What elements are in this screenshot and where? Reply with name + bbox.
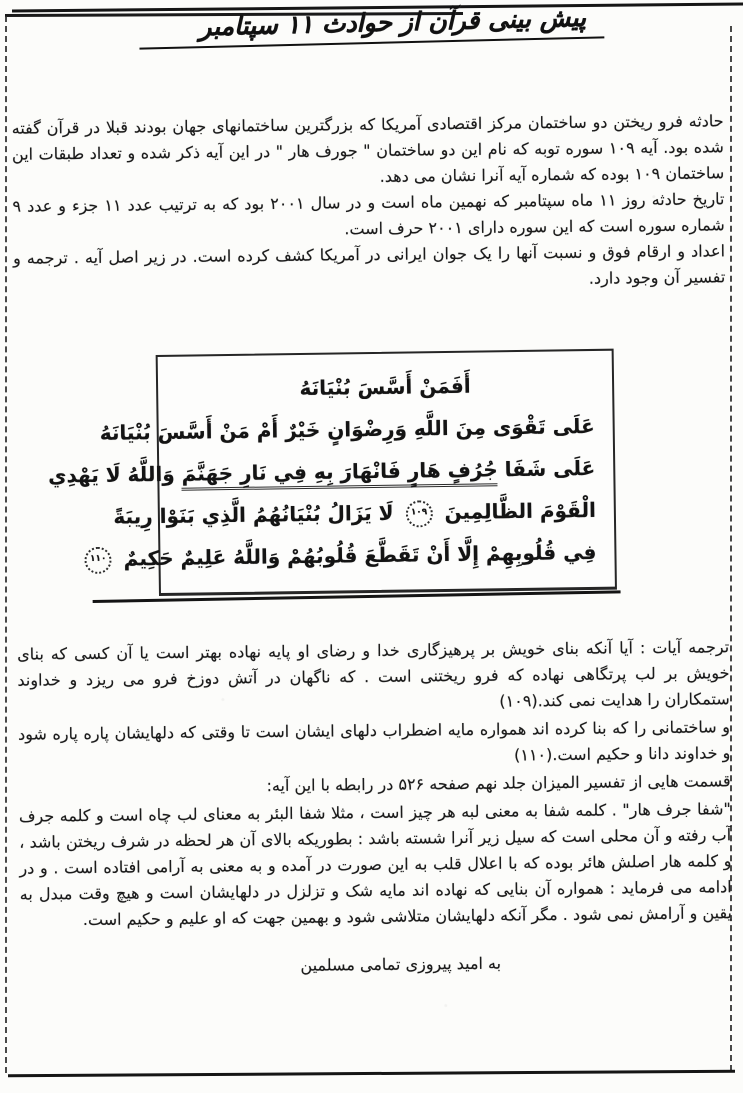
verse-end-rosette-109: ١٠٩ bbox=[405, 500, 432, 527]
quran-line-4 bbox=[113, 489, 597, 537]
tafsir-source-line: قسمت هایی از تفسیر المیزان جلد نهم صفحه ۵۲۶ در رابطه با این آیه: bbox=[266, 771, 731, 796]
quran-verse-scan-box bbox=[48, 349, 617, 596]
quran-line-3-end: وَاللَّهُ لَا يَهْدِي bbox=[48, 461, 175, 488]
quran-line-3-start: عَلَى شَفَا bbox=[504, 455, 596, 482]
quran-line-3 bbox=[48, 447, 596, 495]
quran-line-1: أَفَمَنْ أَسَّسَ بُنْيَانَهُ bbox=[299, 373, 471, 401]
quran-underlined-phrase: جُرُفٍ هَارٍ فَانْهَارَ بِهِ فِي نَارِ جَهَنَّمَ bbox=[181, 457, 497, 490]
document-body bbox=[11, 96, 732, 981]
page-title-text: پیش بینی قرآن از حوادث ۱۱ سپتامبر bbox=[139, 2, 605, 49]
intro-paragraph-3: اعداد و ارقام فوق و نسبت آنها را یک جوان ایرانی در آمریکا کشف کرده است. در زیر اصل آیه . ترجمه و تفسیر آن وجود دارد. bbox=[12, 241, 726, 288]
closing-line: به امید پیروزی تمامی مسلمین bbox=[300, 953, 502, 975]
frame-left-border bbox=[5, 16, 7, 1073]
quran-line-5 bbox=[89, 531, 597, 579]
verse-end-rosette-110: ١١٠ bbox=[85, 547, 112, 574]
tafsir-body-paragraph: "شفا جرف هار" . کلمه شفا به معنی لبه هر چیز است ، مثلا شفا البئر به معنای لب چاه است و کلمه جرف آب رفته و آن محلی است که سیل زیر آنرا شسته باشد : بطوریکه بالای آن هر لحظه در شرف ریختن باشد ، و کلمه هار اصلش هائر بوده که با اعلال قلب به این صورت در آمده و به معنی به آرامی افتاده است . و در ادامه می فرماید : همواره آن بنایی که نهاده اند مایه شک و تزلزل در دلهایشان است و هیچ وقت مبدل به یقین و آرامش نمی شود . مگر آنکه دلهایشان متلاشی شود و بهمین جهت که او علیم و حکیم است. bbox=[18, 799, 733, 930]
quran-line-5-text: فِي قُلُوبِهِمْ إِلَّا أَنْ تَقَطَّعَ قُلُوبُهُمْ وَاللَّهُ عَلِيمٌ حَكِيمٌ bbox=[123, 539, 597, 571]
translation-verse-109: ترجمه آیات : آیا آنکه بنای خویش بر پرهیزگاری خدا و رضای او پایه نهاده بهتر است یا آن کسی که بنای خویش بر لب پرتگاهی نهاده که فرو ریختنی است . که ناگهان در آتش دوزخ فرو می ریزد و خداوند ستمکاران را هدایت نمی کند.(۱۰۹) bbox=[17, 637, 730, 711]
translation-verse-110: و ساختمانی را که بنا کرده اند همواره مایه اضطراب دلهای ایشان است تا وقتی که دلهایشان پاره پاره شود و خداوند دانا و حکیم است.(۱۱۰) bbox=[17, 717, 731, 765]
quran-line-4-start: الْقَوْمَ الظَّالِمِينَ bbox=[444, 497, 597, 525]
intro-paragraph-2: تاریخ حادثه روز ۱۱ ماه سپتامبر که نهمین ماه است و در سال ۲۰۰۱ بود که به ترتیب عدد ۱۱ جزء و عدد ۹ شماره سوره است که این سوره دارای ۲۰۰۱ حرف است. bbox=[12, 189, 725, 239]
quran-line-2: عَلَى تَقْوَى مِنَ اللَّهِ وَرِضْوَانٍ خَيْرٌ أَمْ مَنْ أَسَّسَ بُنْيَانَهُ bbox=[99, 413, 595, 445]
quran-line-4-rest: لَا يَزَالُ بُنْيَانُهُمُ الَّذِي بَنَوْا رِيبَةً bbox=[113, 500, 394, 529]
intro-paragraph-1: حادثه فرو ریختن دو ساختمان مرکز اقتصادی آمریکا که بزرگترین ساختمانهای جهان بودند قبلا در قرآن گفته شده بود. آیه ۱۰۹ سوره توبه که نام این دو ساختمان " جورف هار " در این آیه ذکر شده و تعداد طبقات این ساختمان ۱۰۹ بوده که شماره آیه آنرا نشان می دهد. bbox=[11, 111, 725, 186]
frame-bottom-border bbox=[8, 1070, 735, 1077]
